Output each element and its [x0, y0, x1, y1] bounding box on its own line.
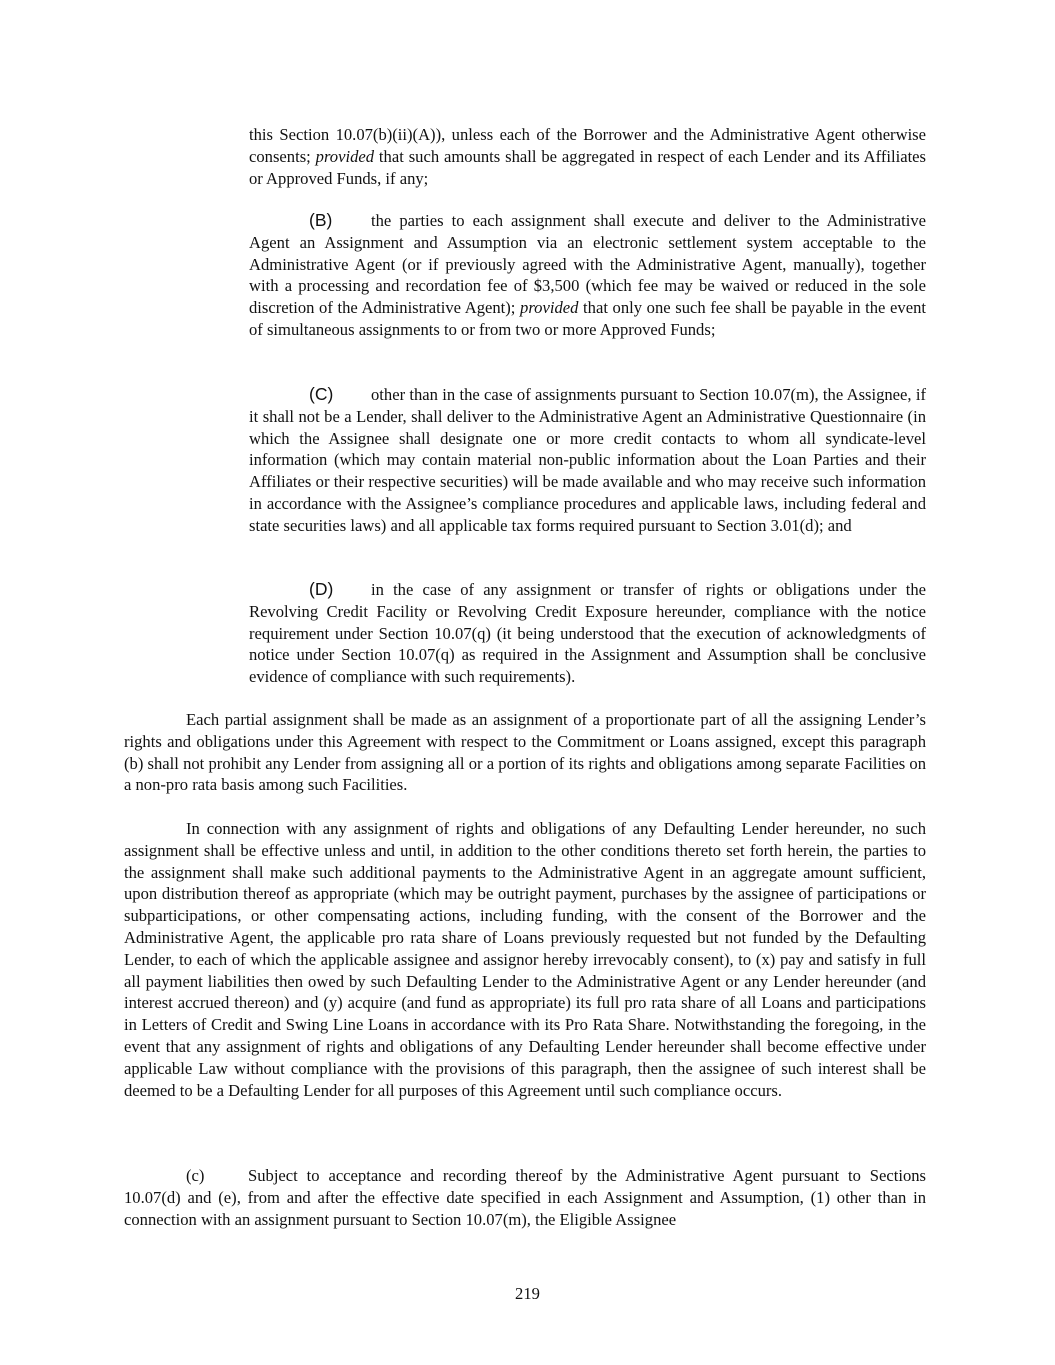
- clause-d-label: (D): [309, 579, 334, 599]
- clause-c-upper-label: (C): [309, 384, 334, 404]
- clause-d-paragraph: [249, 579, 926, 688]
- partial-assignment-paragraph: Each partial assignment shall be made as an assignment of a proportionate part of all the assigning Lender’s rights and obligations under this Agreement with respect to the Commitment or Loans assigned, except this paragraph (b) shall not prohibit any Lender from assigning all or a portion of its rights and obligations among separate Facilities on a non-pro rata basis among such Facilities.: [124, 710, 926, 795]
- continuation-text-2: that such amounts shall be aggregated in respect of each Lender and its Affiliates or Approved Funds, if any;: [249, 146, 927, 188]
- clause-b-text-1: the parties to each assignment shall execute and deliver to the Administrative Agent an Assignment and Assumption via an electronic settlement system acceptable to the Administrative Agent (or if previously agreed with the Administrative Agent, manually), together with a processing and recordation fee of $3,500 (which fee may be waived or reduced in the sole discretion of the Administrative Agent);: [249, 211, 926, 318]
- clause-c-lower-paragraph: [124, 1165, 926, 1230]
- clause-c-lower-text: Subject to acceptance and recording thereof by the Administrative Agent pursuant to Sections 10.07(d) and (e), from and after the effective date specified in each Assignment and Assumption, (1) other than in connection with an assignment pursuant to Section 10.07(m), the Eligible Assignee: [124, 1166, 926, 1229]
- continuation-paragraph: [249, 124, 926, 189]
- clause-b-text-2: that only one such fee shall be payable in the event of simultaneous assignments to or from two or more Approved Funds;: [249, 298, 926, 339]
- defaulting-lender-paragraph: In connection with any assignment of rights and obligations of any Defaulting Lender hereunder, no such assignment shall be effective unless and until, in addition to the other conditions thereto set forth herein, the parties to the assignment shall make such additional payments to the Administrative Agent in an aggregate amount sufficient, upon distribution thereof as appropriate (which may be outright payment, purchases by the assignee of participations or subparticipations, or other compensating actions, including funding, with the consent of the Borrower and the Administrative Agent, the applicable pro rata share of Loans previously requested but not funded by the Defaulting Lender, to each of which the applicable assignee and assignor hereby irrevocably consent), to (x) pay and satisfy in full all payment liabilities then owed by such Defaulting Lender to the Administrative Agent or any Lender hereunder (and interest accrued thereon) and (y) acquire (and fund as appropriate) its full pro rata share of all Loans and participations in Letters of Credit and Swing Line Loans in accordance with its Pro Rata Share. Notwithstanding the foregoing, in the event that any assignment of rights and obligations of any Defaulting Lender hereunder shall become effective under applicable Law without compliance with the provisions of this paragraph, then the assignee of such interest shall be deemed to be a Defaulting Lender for all purposes of this Agreement until such compliance occurs.: [124, 819, 926, 1100]
- clause-c-upper-paragraph: [249, 384, 926, 537]
- page-number: 219: [515, 1284, 540, 1303]
- clause-d-text: in the case of any assignment or transfer of rights or obligations under the Revolving Credit Facility or Revolving Credit Exposure hereunder, compliance with the notice requirement under Section 10.07(q) (it being understood that the execution of acknowledgments of notice under Section 10.07(q) as required in the Assignment and Assumption shall be conclusive evidence of compliance with such requirements).: [249, 580, 926, 687]
- clause-c-upper-text: other than in the case of assignments pursuant to Section 10.07(m), the Assignee, if it shall not be a Lender, shall deliver to the Administrative Agent an Administrative Questionnaire (in which the Assignee shall designate one or more credit contacts to whom all syndicate-level information (which may contain material non-public information about the Loan Parties and their Affiliates or their respective securities) will be made available and who may receive such information in accordance with the Assignee’s compliance procedures and applicable laws, including federal and state securities laws) and all applicable tax forms required pursuant to Section 3.01(d); and: [249, 385, 926, 535]
- clause-c-lower-label: (c): [186, 1166, 205, 1185]
- clause-b-label: (B): [309, 210, 333, 230]
- provided-italic: provided: [315, 146, 375, 166]
- clause-b-provided-italic: provided: [520, 298, 579, 318]
- continuation-text-1: this Section 10.07(b)(ii)(A)), unless each of the Borrower and the Administrative Agent otherwise consents;: [249, 125, 926, 166]
- clause-b-paragraph: [249, 210, 926, 341]
